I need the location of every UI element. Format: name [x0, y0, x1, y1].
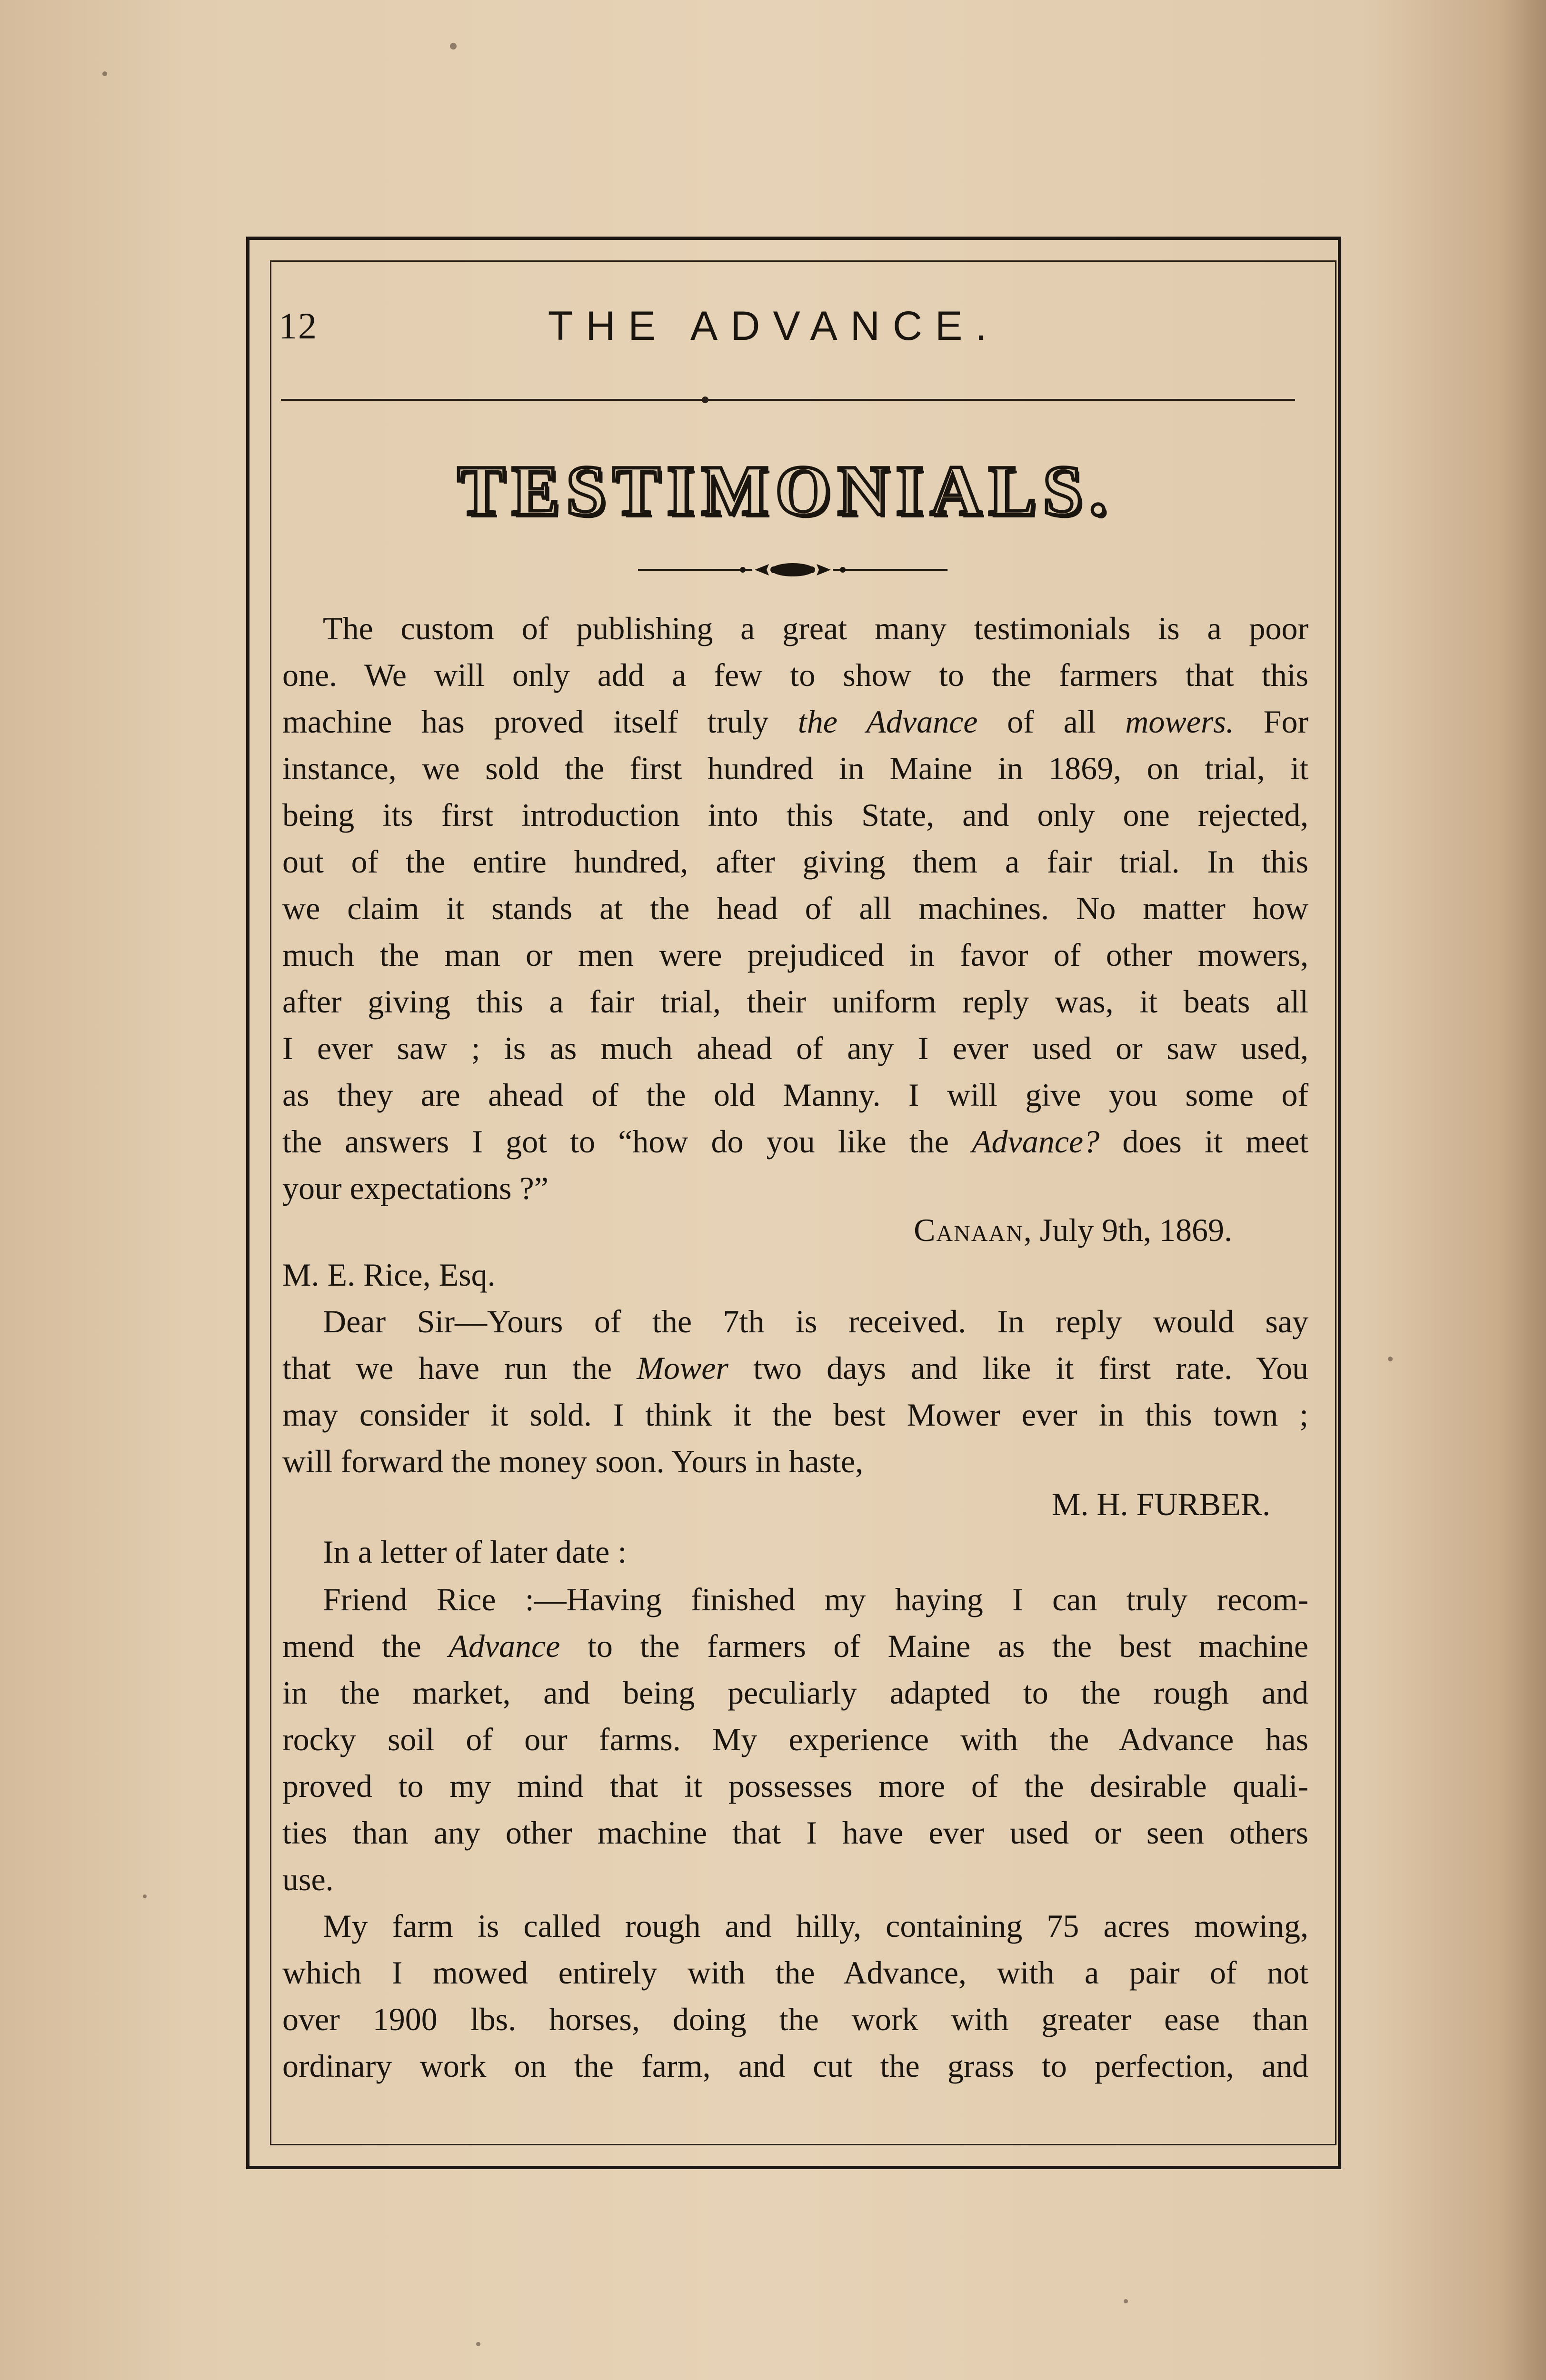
text-line: Dear Sir—Yours of the 7th is received. In reply would say — [323, 1303, 1308, 1339]
text-line: may consider it sold. I think it the best Mower ever in this town ; — [282, 1397, 1308, 1433]
paper-speck — [102, 71, 107, 76]
text-line: proved to my mind that it possesses more of the desirable quali- — [282, 1768, 1308, 1804]
header-rule — [281, 399, 1295, 401]
text-line: rocky soil of our farms. My experience with the Advance has — [282, 1721, 1308, 1757]
text-line: much the man or men were prejudiced in favor of other mowers, — [282, 937, 1308, 973]
text-line: ordinary work on the farm, and cut the grass to perfection, and — [282, 2048, 1308, 2084]
text-line: over 1900 lbs. horses, doing the work with greater ease than — [282, 2001, 1308, 2037]
text-line: In a letter of later date : — [323, 1534, 627, 1570]
text-line: which I mowed entirely with the Advance, with a pair of not — [282, 1954, 1308, 1991]
text-line: ties than any other machine that I have ever used or seen others — [282, 1815, 1308, 1851]
signature-name: M. H. FURBER. — [1051, 1486, 1270, 1522]
text-line: will forward the money soon. Yours in haste, — [282, 1443, 864, 1479]
text-line: being its first introduction into this State, and only one rejected, — [282, 797, 1308, 833]
section-title: TESTIMONIALS. — [457, 451, 1114, 530]
text-line: mend the Advance to the farmers of Maine as the best machine — [282, 1628, 1308, 1664]
paper-speck — [1124, 2299, 1128, 2303]
ornament-divider-icon — [638, 555, 948, 584]
salutation: M. E. Rice, Esq. — [282, 1257, 496, 1293]
text-line: Friend Rice :—Having finished my haying I can truly recom- — [323, 1581, 1308, 1617]
text-line: as they are ahead of the old Manny. I will give you some of — [282, 1077, 1308, 1113]
text-line: we claim it stands at the head of all machines. No matter how — [282, 890, 1308, 926]
page-number: 12 — [279, 305, 318, 347]
text-line: one. We will only add a few to show to the farmers that this — [282, 657, 1308, 693]
text-line: in the market, and being peculiarly adapted to the rough and — [282, 1675, 1308, 1711]
text-line: your expectations ?” — [282, 1170, 549, 1206]
text-line: instance, we sold the first hundred in Maine in 1869, on trial, it — [282, 750, 1308, 786]
text-line: The custom of publishing a great many testimonials is a poor — [323, 610, 1308, 646]
text-line: after giving this a fair trial, their uniform reply was, it beats all — [282, 983, 1308, 1020]
paper-speck — [476, 2342, 480, 2346]
text-line: out of the entire hundred, after giving them a fair trial. In this — [282, 843, 1308, 880]
text-line: the answers I got to “how do you like the Advance? does it meet — [282, 1123, 1309, 1160]
paper-speck — [1388, 1357, 1393, 1361]
paper-speck — [143, 1894, 147, 1898]
dateline: Canaan, July 9th, 1869. — [914, 1212, 1232, 1248]
text-line: My farm is called rough and hilly, containing 75 acres mowing, — [323, 1908, 1308, 1944]
paper-speck — [450, 43, 457, 50]
header-rule-dot — [702, 397, 708, 403]
text-line: use. — [282, 1861, 334, 1897]
text-line: I ever saw ; is as much ahead of any I ever used or saw used, — [282, 1030, 1308, 1066]
text-line: machine has proved itself truly the Advance of all mowers. For — [282, 704, 1308, 740]
text-line: that we have run the Mower two days and like it first rate. You — [282, 1350, 1308, 1386]
running-head: THE ADVANCE. — [548, 303, 1000, 349]
